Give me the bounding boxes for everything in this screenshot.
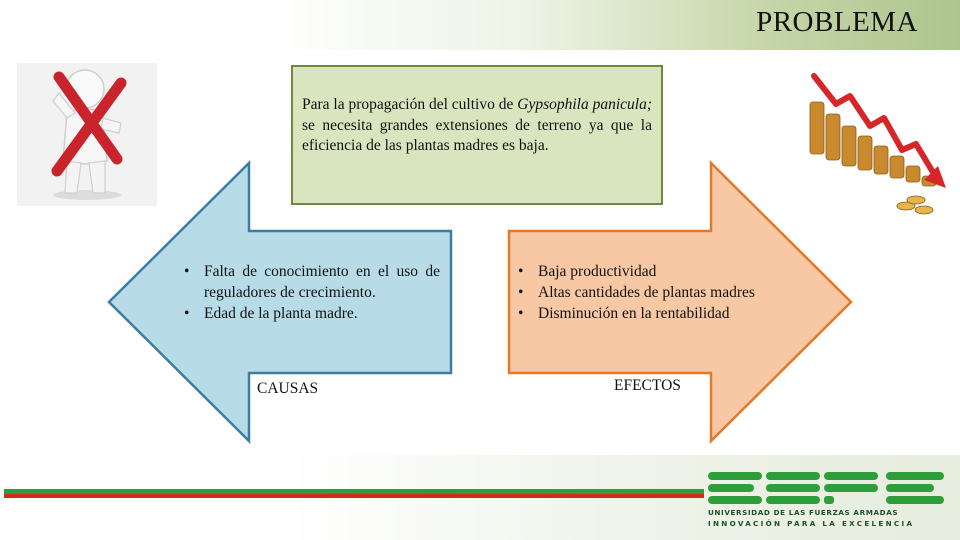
effects-label: EFECTOS [614, 377, 681, 394]
cause-item-text: Falta de conocimiento en el uso de reguladores de crecimiento. [204, 263, 440, 301]
cause-item-text: Edad de la planta madre. [204, 305, 358, 322]
list-item [516, 282, 770, 303]
causes-label: CAUSAS [257, 380, 319, 397]
list-item [182, 261, 440, 303]
problem-text-rest: se necesita grandes extensiones de terreno ya que la eficiencia de las plantas madres es baja. [302, 116, 652, 154]
effects-list [516, 261, 770, 324]
effect-item-text: Disminución en la rentabilidad [538, 305, 730, 322]
problem-statement-box [291, 65, 663, 205]
espe-logo [704, 466, 950, 526]
bullet-glyph: • [518, 263, 524, 280]
effect-item-text: Baja productividad [538, 263, 657, 280]
bullet-glyph: • [184, 305, 190, 322]
falling-coins-chart-icon [806, 70, 954, 220]
logo-tagline-motto: INNOVACIÓN PARA LA EXCELENCIA [708, 519, 915, 528]
person-with-red-x-icon [17, 63, 157, 206]
list-item [516, 303, 770, 324]
list-item [182, 303, 440, 324]
logo-tagline-university: UNIVERSIDAD DE LAS FUERZAS ARMADAS [708, 508, 899, 517]
slide-title: PROBLEMA [756, 6, 918, 38]
causes-list [182, 261, 440, 324]
effect-item-text: Altas cantidades de plantas madres [538, 284, 755, 301]
problem-text-lead: Para la propagación del cultivo de [302, 96, 518, 113]
bullet-glyph: • [518, 284, 524, 301]
list-item [516, 261, 770, 282]
bullet-glyph: • [518, 305, 524, 322]
problem-text-species: Gypsophila panicula; [517, 96, 653, 113]
bullet-glyph: • [184, 263, 190, 280]
